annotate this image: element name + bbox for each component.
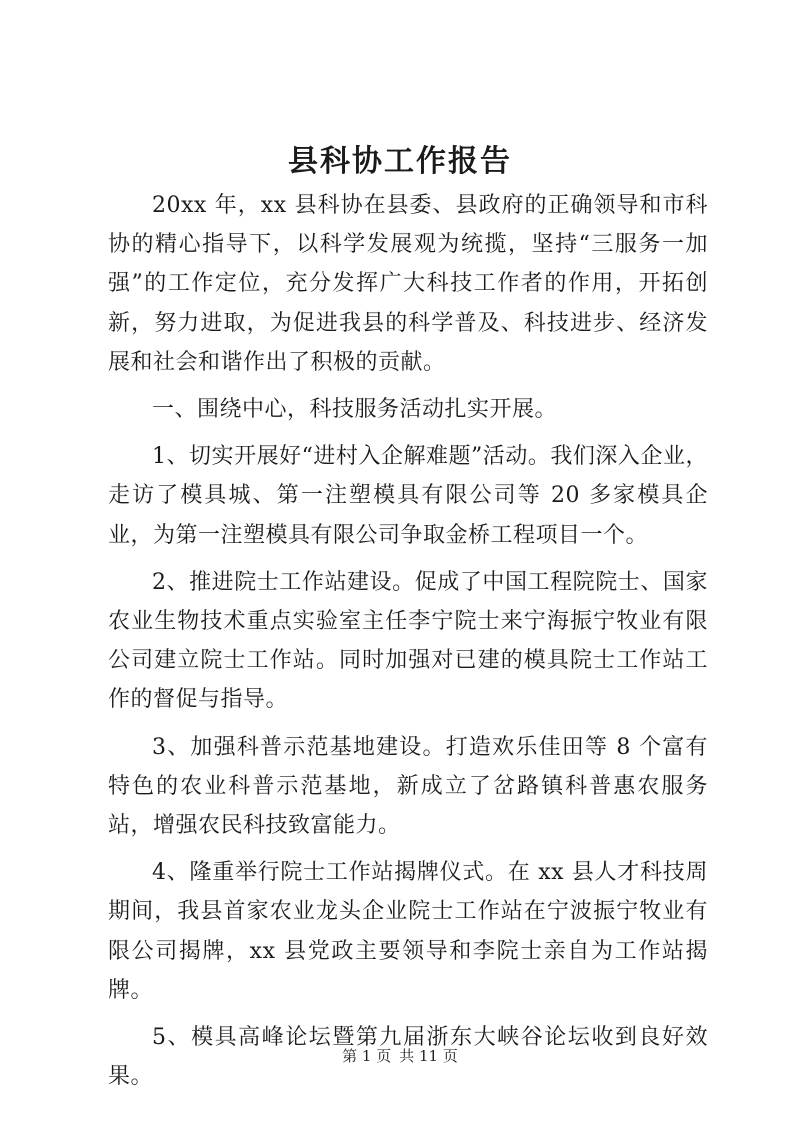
page-number: 第 1 页 xyxy=(342,1047,392,1065)
paragraph-item-2: 2、推进院士工作站建设。促成了中国工程院院士、国家农业生物技术重点实验室主任李宁院士来宁海振宁牧业有限公司建立院士工作站。同时加强对已建的模具院士工作站工作的督促与指导。 xyxy=(108,569,708,713)
document-body xyxy=(108,186,708,1096)
paragraph-intro: 20xx 年，xx 县科协在县委、县政府的正确领导和市科协的精心指导下，以科学发展观为统揽，坚持“三服务一加强”的工作定位，充分发挥广大科技工作者的作用，开拓创新，努力进取，为促进我县的科学普及、科技进步、经济发展和社会和谐作出了积极的贡献。 xyxy=(108,193,708,375)
paragraph-item-4: 4、隆重举行院士工作站揭牌仪式。在 xx 县人才科技周期间，我县首家农业龙头企业院士工作站在宁波振宁牧业有限公司揭牌，xx 县党政主要领导和李院士亲自为工作站揭牌。 xyxy=(108,860,708,1003)
paragraph-item-1: 1、切实开展好“进村入企解难题”活动。我们深入企业，走访了模具城、第一注塑模具有限公司等 20 多家模具企业，为第一注塑模具有限公司争取金桥工程项目一个。 xyxy=(108,444,708,548)
paragraph-item-3: 3、加强科普示范基地建设。打造欢乐佳田等 8 个富有特色的农业科普示范基地，新成立了岔路镇科普惠农服务站，增强农民科技致富能力。 xyxy=(108,734,708,839)
page-total: 共 11 页 xyxy=(399,1047,458,1065)
page-footer xyxy=(0,1046,800,1066)
section-heading-1: 一、围绕中心，科技服务活动扎实开展。 xyxy=(152,397,558,423)
paragraph-item-5: 5、模具高峰论坛暨第九届浙东大峡谷论坛收到良好效果。 xyxy=(108,1025,708,1090)
document-title: 县科协工作报告 xyxy=(288,144,512,179)
